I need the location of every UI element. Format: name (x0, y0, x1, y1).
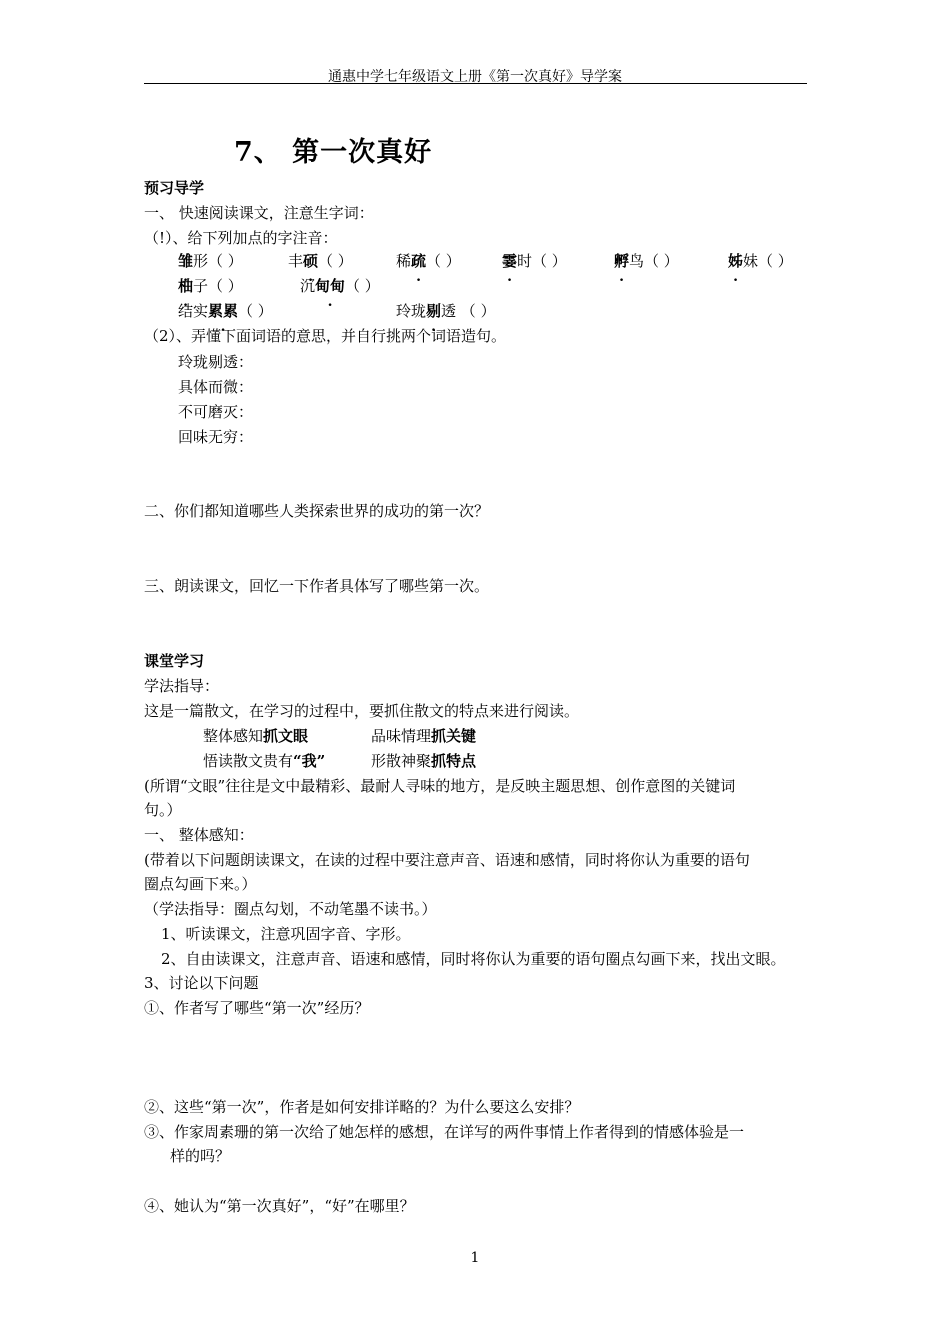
step-1: 1、听读课文，注意巩固字音、字形。 (161, 925, 411, 943)
discussion-2: ②、这些“第一次”，作者是如何安排详略的？为什么要这么安排？ (144, 1098, 580, 1116)
pinyin-item: 柚子（ ） (178, 277, 243, 295)
term-label: 不可磨灭： (178, 403, 254, 421)
term-label: 具体而微： (178, 378, 254, 396)
method-tip: （学法指导：圈点勾划，不动笔墨不读书。） (144, 900, 437, 918)
preview-heading: 预习导学 (144, 179, 205, 197)
preview-question-1a: （!）、给下列加点的字注音： (144, 229, 338, 247)
page-header: 通惠中学七年级语文上册《第一次真好》导学案 (328, 69, 622, 85)
section-1-note: 圈点勾画下来。） (144, 875, 257, 893)
term-label: 玲珑剔透： (178, 353, 254, 371)
pinyin-item: 结实累累（ ） (178, 302, 273, 320)
note-line: (所谓“文眼”往往是文中最精彩、最耐人寻味的地方，是反映主题思想、创作意图的关键词 (144, 777, 736, 795)
method-label: 学法指导： (144, 677, 220, 695)
pinyin-item: 玲珑剔透 （ ） (396, 302, 496, 320)
section-1-note: (带着以下问题朗读课文，在读的过程中要注意声音、语速和感情，同时将你认为重要的语句 (144, 851, 750, 869)
note-line: 句。） (144, 801, 182, 819)
page-number: 1 (470, 1250, 480, 1266)
pinyin-item: 霎时（ ） (502, 252, 567, 270)
preview-question-3: 三、朗读课文，回忆一下作者具体写了哪些第一次。 (144, 577, 490, 595)
tip-overall: 整体感知抓文眼 (203, 727, 309, 745)
discussion-4: ④、她认为“第一次真好”，“好”在哪里？ (144, 1197, 415, 1215)
tip-self: 悟读散文贵有“我” (203, 752, 326, 770)
discussion-1: ①、作者写了哪些“第一次”经历？ (144, 999, 370, 1017)
pinyin-item: 孵鸟（ ） (614, 252, 679, 270)
class-intro: 这是一篇散文，在学习的过程中，要抓住散文的特点来进行阅读。 (144, 702, 580, 720)
section-1-heading: 一、 整体感知： (144, 826, 254, 844)
tip-form: 形散神聚抓特点 (371, 752, 477, 770)
pinyin-item: 丰硕（ ） (288, 252, 353, 270)
pinyin-item: 姊妹（ ） (728, 252, 793, 270)
step-3: 3、讨论以下问题 (144, 974, 259, 992)
preview-question-1b: （2）、弄懂下面词语的意思，并自行挑两个词语造句。 (144, 327, 507, 345)
tip-taste: 品味情理抓关键 (371, 727, 477, 745)
preview-question-2: 二、你们都知道哪些人类探索世界的成功的第一次？ (144, 502, 490, 520)
pinyin-item: 稀疏（ ） (396, 252, 461, 270)
class-heading: 课堂学习 (144, 652, 205, 670)
discussion-3: ③、作家周素珊的第一次给了她怎样的感想，在详写的两件事情上作者得到的情感体验是一 (144, 1123, 745, 1141)
lesson-title: 7、 第一次真好 (234, 137, 433, 168)
step-2: 2、自由读课文，注意声音、语速和感情，同时将你认为重要的语句圈点勾画下来，找出文眼。 (161, 950, 786, 968)
discussion-3-cont: 样的吗？ (170, 1147, 231, 1165)
header-rule (144, 83, 807, 84)
pinyin-item: 沉甸甸（ ） (300, 277, 380, 295)
pinyin-item: 雏形（ ） (178, 252, 243, 270)
preview-question-1: 一、 快速阅读课文，注意生字词： (144, 204, 374, 222)
term-label: 回味无穷： (178, 428, 254, 446)
